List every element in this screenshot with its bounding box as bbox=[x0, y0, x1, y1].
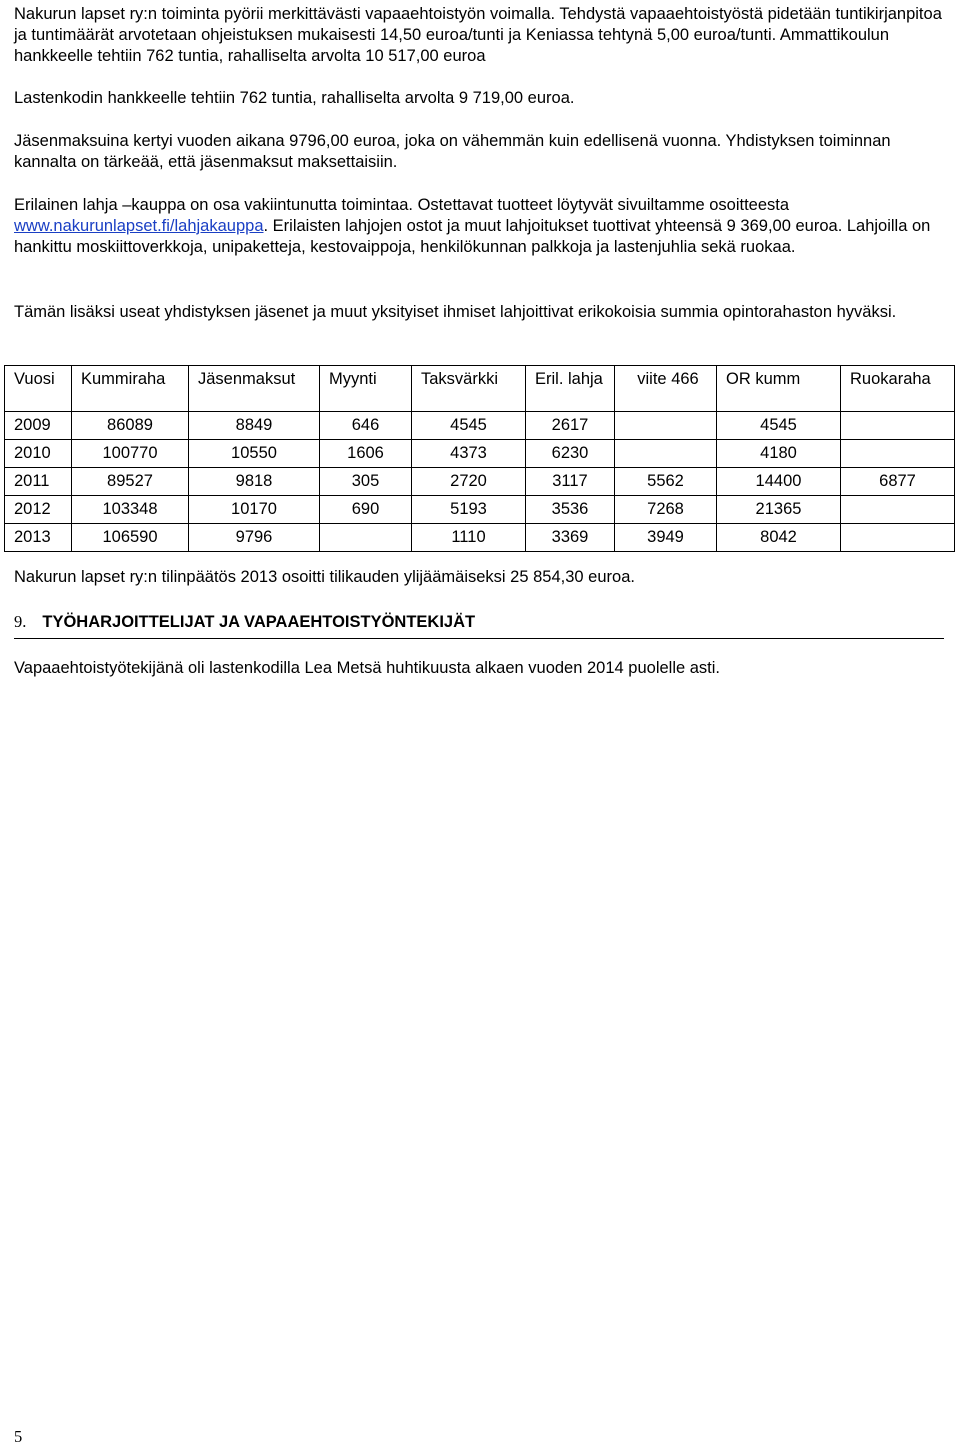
table-cell: 2011 bbox=[5, 468, 72, 496]
table-cell: 1110 bbox=[412, 524, 526, 552]
table-cell bbox=[841, 412, 955, 440]
gift-shop-link[interactable]: www.nakurunlapset.fi/lahjakauppa bbox=[14, 217, 264, 235]
table-cell: 2013 bbox=[5, 524, 72, 552]
table-cell: 5562 bbox=[615, 468, 717, 496]
table-cell: 100770 bbox=[72, 440, 189, 468]
table-row bbox=[5, 412, 955, 440]
table-header-row bbox=[5, 366, 955, 412]
paragraph-financial-result: Nakurun lapset ry:n tilinpäätös 2013 osoitti tilikauden ylijäämäiseksi 25 854,30 euroa. bbox=[14, 568, 635, 586]
section-heading bbox=[14, 611, 944, 639]
paragraph-volunteer-worker: Vapaaehtoistyötekijänä oli lastenkodilla Lea Metsä huhtikuusta alkaen vuoden 2014 puolelle asti. bbox=[14, 659, 721, 677]
header-cell: Eril. lahja bbox=[526, 366, 615, 412]
table-cell bbox=[615, 440, 717, 468]
header-cell: Vuosi bbox=[5, 366, 72, 412]
table-cell: 14400 bbox=[717, 468, 841, 496]
paragraph-gift-shop bbox=[14, 195, 946, 258]
paragraph-childrens-home-project: Lastenkodin hankkeelle tehtiin 762 tuntia, rahalliselta arvolta 9 719,00 euroa. bbox=[14, 89, 575, 107]
page-number: 5 bbox=[14, 1427, 23, 1446]
table-cell: 106590 bbox=[72, 524, 189, 552]
table-cell: 2012 bbox=[5, 496, 72, 524]
section-number: 9. bbox=[14, 612, 27, 631]
table-cell: 89527 bbox=[72, 468, 189, 496]
header-cell: Kummiraha bbox=[72, 366, 189, 412]
table-cell: 2617 bbox=[526, 412, 615, 440]
table-cell: 8849 bbox=[189, 412, 320, 440]
table-cell: 10550 bbox=[189, 440, 320, 468]
table-cell: 3369 bbox=[526, 524, 615, 552]
table-cell bbox=[841, 524, 955, 552]
table-cell: 9796 bbox=[189, 524, 320, 552]
table-cell: 10170 bbox=[189, 496, 320, 524]
table-cell: 6230 bbox=[526, 440, 615, 468]
table-row bbox=[5, 468, 955, 496]
table-cell: 2010 bbox=[5, 440, 72, 468]
table-cell: 3536 bbox=[526, 496, 615, 524]
gift-shop-text-end: . Erilaisten lahjojen ostot ja muut lahjoitukset tuottivat yhteensä 9 369,00 euroa. Lahjoilla on hankittu moskiittoverkkoja, unipaketteja, kestovaippoja, henkilökunnan palkkoja ja lastenjuhlia sekä ruokaa. bbox=[14, 217, 931, 256]
table-cell: 646 bbox=[320, 412, 412, 440]
paragraph-membership-fees: Jäsenmaksuina kertyi vuoden aikana 9796,00 euroa, joka on vähemmän kuin edellisenä vuonna. Yhdistyksen toiminnan kannalta on tärkeää, että jäsenmaksut maksettaisiin. bbox=[14, 132, 891, 171]
header-cell: viite 466 bbox=[615, 366, 717, 412]
table-cell: 2720 bbox=[412, 468, 526, 496]
table-cell bbox=[320, 524, 412, 552]
table-cell: 2009 bbox=[5, 412, 72, 440]
table-cell: 4545 bbox=[412, 412, 526, 440]
table-cell: 6877 bbox=[841, 468, 955, 496]
paragraph-scholarship-donations: Tämän lisäksi useat yhdistyksen jäsenet ja muut yksityiset ihmiset lahjoittivat erikokoisia summia opintorahaston hyväksi. bbox=[14, 303, 897, 321]
table-cell bbox=[615, 412, 717, 440]
table-row bbox=[5, 440, 955, 468]
table-row bbox=[5, 496, 955, 524]
table-cell: 8042 bbox=[717, 524, 841, 552]
table-cell: 7268 bbox=[615, 496, 717, 524]
table-cell: 21365 bbox=[717, 496, 841, 524]
table-cell: 1606 bbox=[320, 440, 412, 468]
gift-shop-text-start: Erilainen lahja –kauppa on osa vakiintunutta toimintaa. Ostettavat tuotteet löytyvät sivuiltamme osoitteesta bbox=[14, 196, 790, 214]
table-cell: 4180 bbox=[717, 440, 841, 468]
income-table bbox=[4, 365, 955, 552]
table-cell: 3117 bbox=[526, 468, 615, 496]
table-cell: 9818 bbox=[189, 468, 320, 496]
header-cell: Taksvärkki bbox=[412, 366, 526, 412]
table-cell: 3949 bbox=[615, 524, 717, 552]
table-cell: 103348 bbox=[72, 496, 189, 524]
table-cell bbox=[841, 440, 955, 468]
table-cell: 690 bbox=[320, 496, 412, 524]
table-cell: 4545 bbox=[717, 412, 841, 440]
header-cell: Myynti bbox=[320, 366, 412, 412]
section-title: TYÖHARJOITTELIJAT JA VAPAAEHTOISTYÖNTEKIJÄT bbox=[42, 613, 476, 631]
header-cell: Ruokaraha bbox=[841, 366, 955, 412]
header-cell: OR kumm bbox=[717, 366, 841, 412]
table-cell: 4373 bbox=[412, 440, 526, 468]
table-row bbox=[5, 524, 955, 552]
table-cell: 5193 bbox=[412, 496, 526, 524]
paragraph-volunteer-work: Nakurun lapset ry:n toiminta pyörii merkittävästi vapaaehtoistyön voimalla. Tehdystä vapaaehtoistyöstä pidetään tuntikirjanpitoa ja tuntimäärät arvotetaan ohjeistuksen mukaisesti 14,50 euroa/tunti ja Keniassa tehtynä 5,00 euroa/tunti. Ammattikoulun hankkeelle tehtiin 762 tuntia, rahalliselta arvolta 10 517,00 euroa bbox=[14, 5, 942, 65]
table-cell: 305 bbox=[320, 468, 412, 496]
table-cell bbox=[841, 496, 955, 524]
table-cell: 86089 bbox=[72, 412, 189, 440]
header-cell: Jäsenmaksut bbox=[189, 366, 320, 412]
